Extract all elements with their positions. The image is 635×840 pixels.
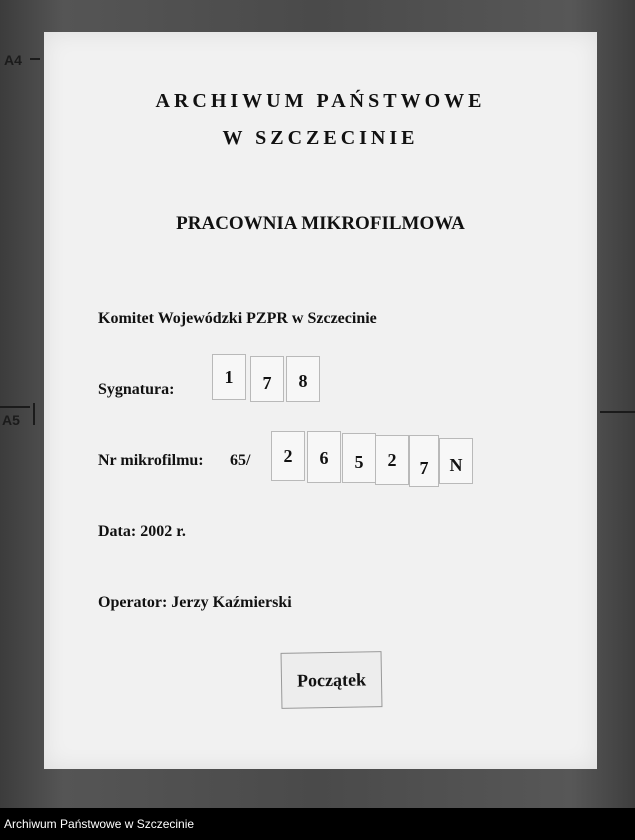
- edge-label-bottom: A5: [2, 412, 20, 428]
- microfilm-digit: 2: [271, 431, 305, 481]
- microfilm-label: Nr mikrofilmu:: [98, 452, 204, 469]
- section-title: PRACOWNIA MIKROFILMOWA: [176, 213, 465, 234]
- microfilm-digit: 6: [307, 431, 341, 483]
- signature-digit: 8: [286, 356, 320, 402]
- date-line: Data: 2002 r.: [98, 523, 186, 540]
- signature-digit: 7: [250, 356, 284, 402]
- edge-tick: [33, 403, 35, 425]
- signature-label: Sygnatura:: [98, 381, 175, 398]
- edge-label-top: A4: [4, 52, 22, 68]
- edge-tick: [30, 58, 40, 60]
- archive-city: W SZCZECINIE: [222, 127, 419, 149]
- operator-line: Operator: Jerzy Kaźmierski: [98, 594, 292, 611]
- archive-name: ARCHIWUM PAŃSTWOWE: [155, 90, 486, 112]
- microfilm-digit: 2: [375, 435, 409, 485]
- start-marker: Początek: [281, 651, 383, 709]
- institution-name: Komitet Wojewódzki PZPR w Szczecinie: [98, 310, 377, 327]
- microfilm-digit: 5: [342, 433, 376, 483]
- edge-rule-right: [600, 411, 635, 413]
- edge-rule: [0, 406, 30, 408]
- microfilm-prefix: 65/: [230, 452, 251, 469]
- microfilm-letter: N: [439, 438, 473, 484]
- signature-digit: 1: [212, 354, 246, 400]
- document-card: [44, 32, 597, 769]
- footer-caption: Archiwum Państwowe w Szczecinie: [0, 808, 635, 840]
- microfilm-digit: 7: [409, 435, 439, 487]
